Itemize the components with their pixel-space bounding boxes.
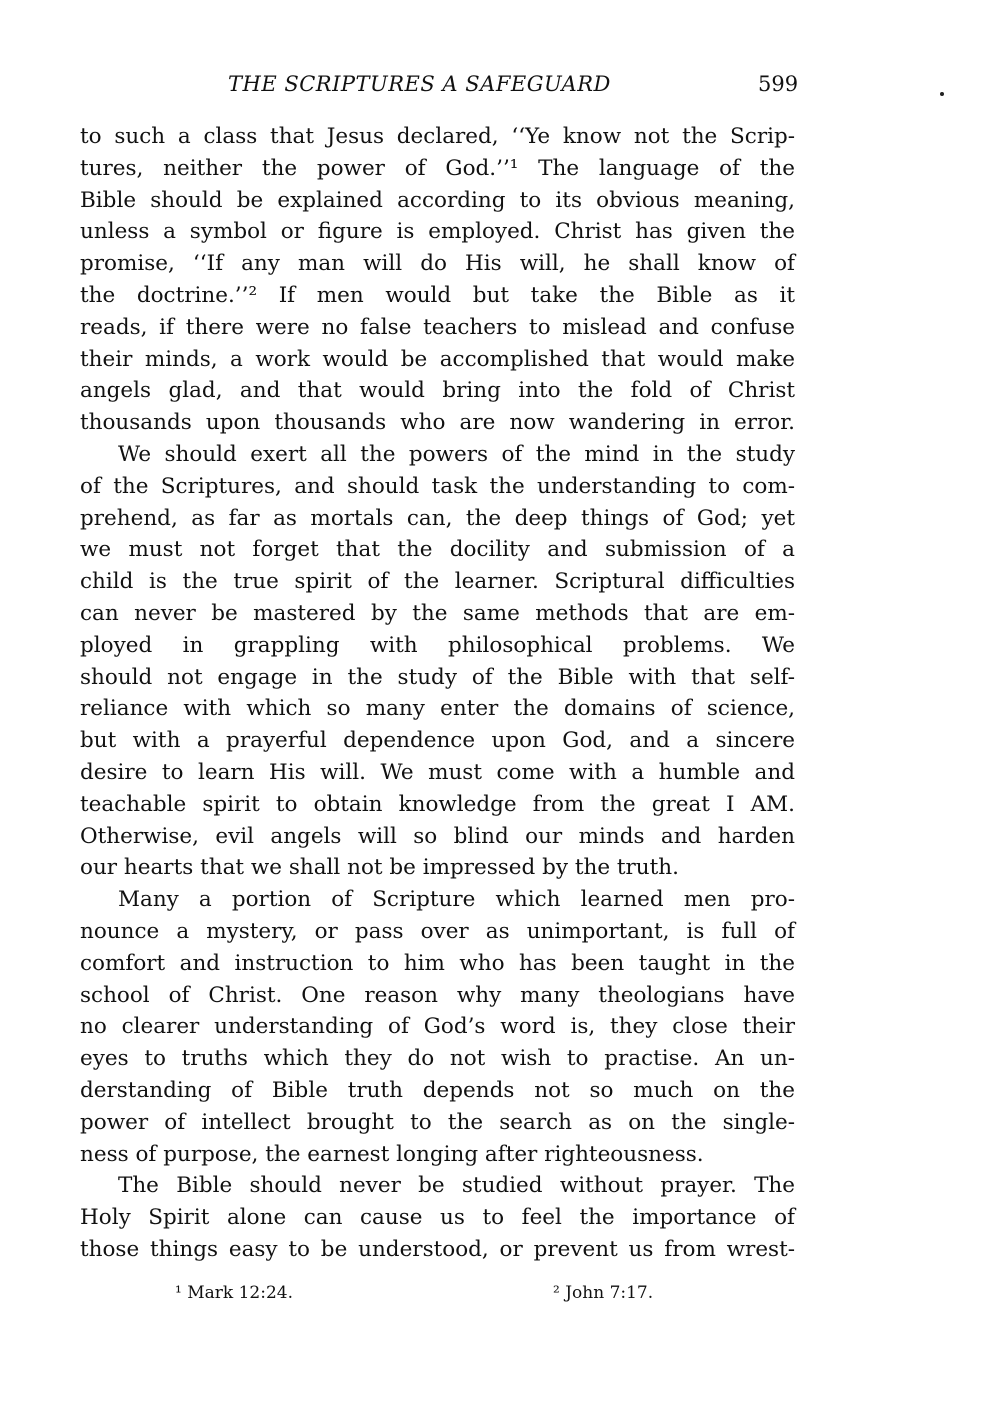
- running-title: THE SCRIPTURES A SAFEGUARD: [228, 72, 611, 96]
- scan-speck: [940, 92, 944, 96]
- text-line: nounce a mystery, or pass over as unimportant, is full of: [80, 918, 795, 944]
- text-line: their minds, a work would be accomplished that would make: [80, 346, 795, 372]
- page-number: 599: [758, 72, 799, 96]
- text-line: the doctrine.’’² If men would but take the Bible as it: [80, 282, 795, 308]
- text-line: eyes to truths which they do not wish to practise. An un-: [80, 1046, 795, 1072]
- text-line: promise, ‘‘If any man will do His will, he shall know of: [80, 251, 795, 277]
- text-line: of the Scriptures, and should task the understanding to com-: [80, 473, 795, 499]
- text-line: tures, neither the power of God.’’¹ The language of the: [80, 155, 795, 181]
- text-line: but with a prayerful dependence upon God, and a sincere: [80, 728, 795, 754]
- text-line: comfort and instruction to him who has been taught in the: [80, 950, 795, 976]
- text-line: power of intellect brought to the search as on the single-: [80, 1109, 795, 1135]
- text-line: angels glad, and that would bring into the fold of Christ: [80, 378, 795, 404]
- text-line: those things easy to be understood, or prevent us from wrest-: [80, 1236, 795, 1262]
- text-line: reads, if there were no false teachers to mislead and confuse: [80, 314, 795, 340]
- text-line: school of Christ. One reason why many theologians have: [80, 982, 795, 1008]
- text-line: ness of purpose, the earnest longing after righteousness.: [80, 1141, 704, 1167]
- page-header: [228, 72, 798, 104]
- text-line: Bible should be explained according to its obvious meaning,: [80, 187, 795, 213]
- text-line: teachable spirit to obtain knowledge from the great I AM.: [80, 791, 795, 817]
- text-line: no clearer understanding of God’s word is, they close their: [80, 1014, 795, 1040]
- text-line: unless a symbol or figure is employed. Christ has given the: [80, 219, 795, 245]
- text-line: thousands upon thousands who are now wandering in error.: [80, 410, 795, 436]
- text-line: should not engage in the study of the Bible with that self-: [80, 664, 795, 690]
- text-line: We should exert all the powers of the mind in the study: [118, 441, 795, 467]
- text-line: reliance with which so many enter the domains of science,: [80, 696, 795, 722]
- text-line: Many a portion of Scripture which learned men pro-: [118, 887, 795, 913]
- text-line: to such a class that Jesus declared, ‘‘Ye know not the Scrip-: [80, 124, 795, 149]
- footnote-2: ² John 7:17.: [553, 1283, 654, 1303]
- text-line: Holy Spirit alone can cause us to feel the importance of: [80, 1205, 795, 1231]
- text-line: desire to learn His will. We must come with a humble and: [80, 759, 795, 785]
- text-line: The Bible should never be studied without prayer. The: [118, 1173, 795, 1199]
- footnote-1: ¹ Mark 12:24.: [175, 1283, 293, 1303]
- text-line: we must not forget that the docility and submission of a: [80, 537, 795, 563]
- text-line: ployed in grappling with philosophical problems. We: [80, 632, 795, 658]
- text-line: our hearts that we shall not be impressed by the truth.: [80, 855, 679, 881]
- body-text: [80, 121, 795, 1266]
- text-line: derstanding of Bible truth depends not so much on the: [80, 1077, 795, 1103]
- text-line: child is the true spirit of the learner. Scriptural difficulties: [80, 569, 795, 595]
- text-line: prehend, as far as mortals can, the deep things of God; yet: [80, 505, 795, 531]
- text-line: can never be mastered by the same methods that are em-: [80, 600, 795, 626]
- text-line: Otherwise, evil angels will so blind our minds and harden: [80, 823, 795, 849]
